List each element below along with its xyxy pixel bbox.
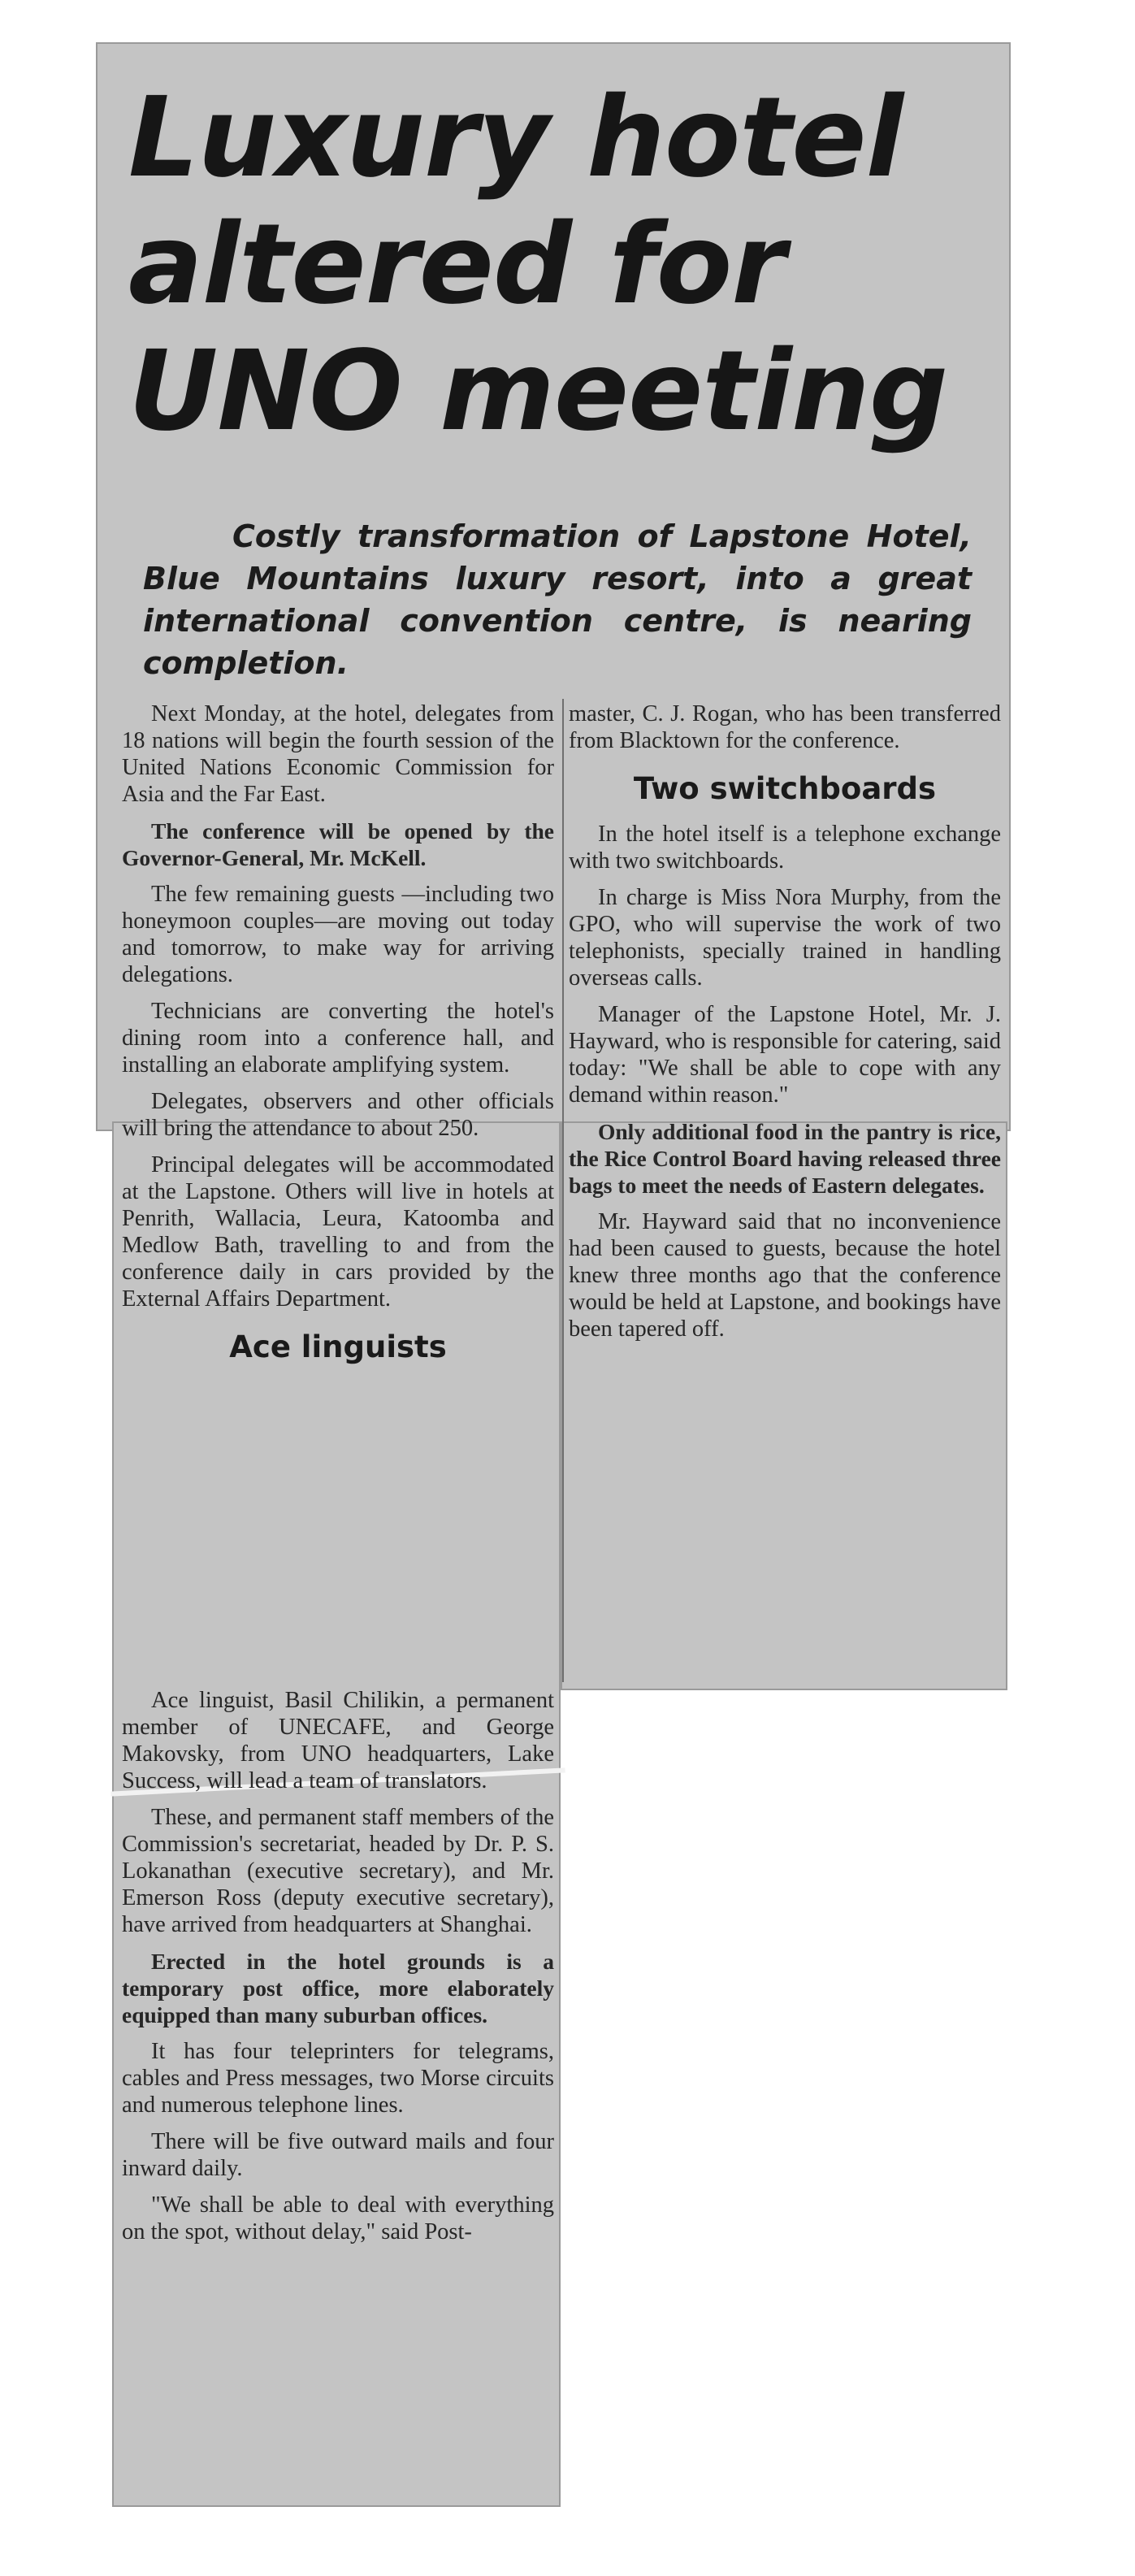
paragraph: Principal delegates will be accommodated at the Lapstone. Others will live in hotels at Penrith, Wallacia, Leura, Katoomba and Medlow Bath, travelling to and from the conference daily in cars provided by the External Affairs Department. [122, 1152, 554, 1312]
paragraph: In the hotel itself is a telephone exchange with two switchboards. [569, 822, 1001, 874]
paragraph: Erected in the hotel grounds is a temporary post office, more elaborately equipped than many suburban offices. [122, 1949, 554, 2027]
paragraph: The conference will be opened by the Governor-General, Mr. McKell. [122, 818, 554, 870]
subhead-two-switchboards: Two switchboards [633, 771, 937, 806]
paragraph: Manager of the Lapstone Hotel, Mr. J. Hayward, who is responsible for catering, said today: "We shall be able to cope with any demand within reason." [569, 1002, 1001, 1108]
left-column-bottom [122, 1687, 554, 2255]
paragraph: Mr. Hayward said that no inconvenience had been caused to guests, because the hotel knew three months ago that the conference would be held at Lapstone, and bookings have been tapered off. [569, 1209, 1001, 1342]
headline-line-2: altered for [128, 201, 786, 329]
article-deck: Costly transformation of Lapstone Hotel, Blue Mountains luxury resort, into a great international convention centre, is nearing completion. [143, 518, 972, 681]
paragraph: "We shall be able to deal with everything on the spot, without delay," said Post- [122, 2192, 554, 2244]
paragraph: These, and permanent staff members of the Commission's secretariat, headed by Dr. P. S. Lokanathan (executive secretary), and Mr. Emerson Ross (deputy executive secretary), have arrived from headquarters at Shanghai. [122, 1805, 554, 1937]
paragraph: There will be five outward mails and four inward daily. [122, 2129, 554, 2181]
headline-line-1: Luxury hotel [128, 74, 903, 202]
subhead-ace-linguists: Ace linguists [229, 1329, 447, 1364]
column-divider [562, 699, 564, 1682]
paragraph: Technicians are converting the hotel's dining room into a conference hall, and installing an elaborate amplifying system. [122, 999, 554, 1078]
headline [128, 75, 990, 455]
paragraph: Only additional food in the pantry is rice, the Rice Control Board having released three bags to meet the needs of Eastern delegates. [569, 1119, 1001, 1198]
paragraph: It has four teleprinters for telegrams, cables and Press messages, two Morse circuits and numerous telephone lines. [122, 2039, 554, 2118]
right-column [569, 700, 1001, 1352]
headline-line-3: UNO meeting [128, 327, 948, 456]
paragraph: master, C. J. Rogan, who has been transferred from Blacktown for the conference. [569, 701, 1001, 753]
left-column [122, 700, 554, 1379]
paragraph: Ace linguist, Basil Chilikin, a permanent member of UNECAFE, and George Makovsky, from UNO headquarters, Lake Success, will lead a team of translators. [122, 1688, 554, 1793]
paragraph: Next Monday, at the hotel, delegates from 18 nations will begin the fourth session of the United Nations Economic Commission for Asia and the Far East. [122, 701, 554, 807]
paragraph: Delegates, observers and other officials will bring the attendance to about 250. [122, 1089, 554, 1141]
paragraph: The few remaining guests —including two honeymoon couples—are moving out today and tomorrow, to make way for arriving delegations. [122, 882, 554, 987]
paragraph: In charge is Miss Nora Murphy, from the GPO, who will supervise the work of two telephonists, specially trained in handling overseas calls. [569, 885, 1001, 991]
